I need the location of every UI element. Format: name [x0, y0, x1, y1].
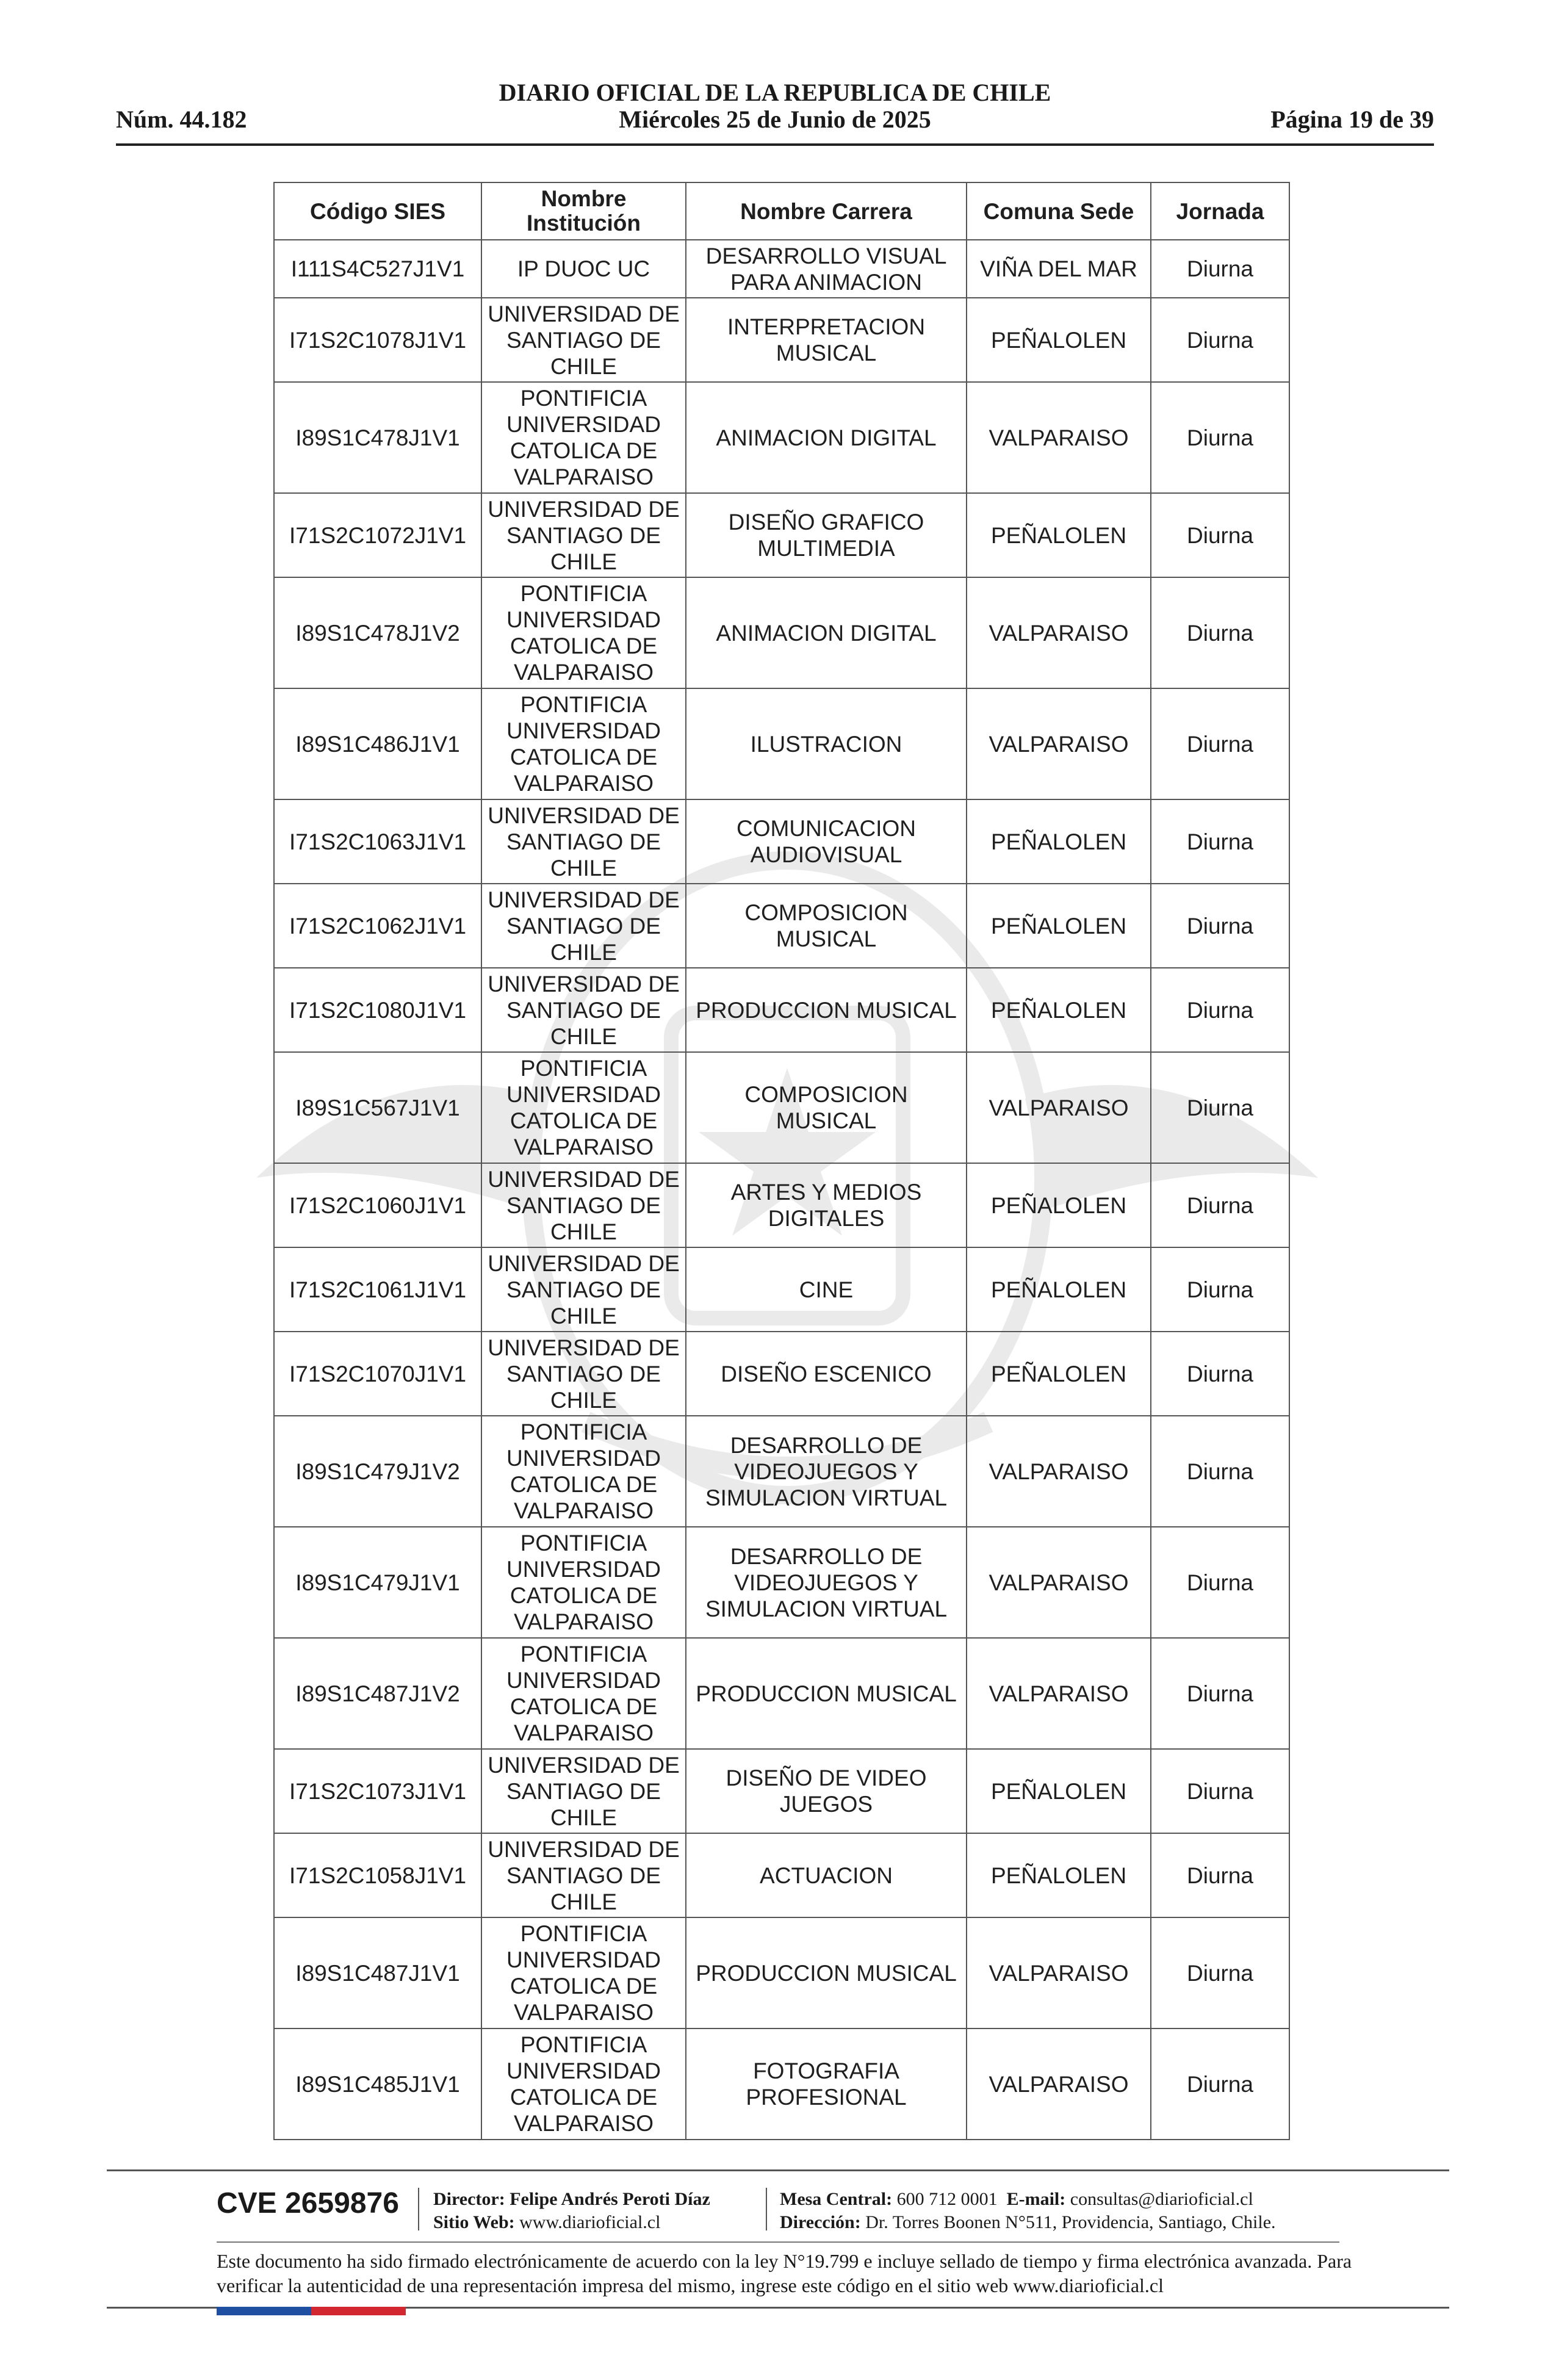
cell-sies-code: I89S1C487J1V1	[274, 1917, 481, 2028]
cell-career: ILUSTRACION	[686, 688, 967, 799]
cell-shift: Diurna	[1151, 1638, 1289, 1749]
cell-sies-code: I89S1C479J1V2	[274, 1416, 481, 1527]
cell-institution: PONTIFICIA UNIVERSIDAD CATOLICA DE VALPARAISO	[481, 382, 686, 493]
cve-code: CVE 2659876	[217, 2187, 399, 2220]
cell-career: FOTOGRAFIA PROFESIONAL	[686, 2028, 967, 2140]
table-row	[274, 1052, 1289, 1163]
cell-sies-code: I71S2C1058J1V1	[274, 1833, 481, 1917]
cell-shift: Diurna	[1151, 1247, 1289, 1332]
cell-sies-code: I71S2C1060J1V1	[274, 1163, 481, 1247]
cell-shift: Diurna	[1151, 799, 1289, 884]
cell-shift: Diurna	[1151, 1833, 1289, 1917]
cell-institution: PONTIFICIA UNIVERSIDAD CATOLICA DE VALPARAISO	[481, 688, 686, 799]
cell-institution: PONTIFICIA UNIVERSIDAD CATOLICA DE VALPARAISO	[481, 2028, 686, 2140]
header-career-name: Nombre Carrera	[686, 182, 967, 240]
cell-sies-code: I89S1C487J1V2	[274, 1638, 481, 1749]
cell-career: COMPOSICION MUSICAL	[686, 884, 967, 968]
page-header	[116, 73, 1434, 146]
table-row	[274, 799, 1289, 884]
cell-commune: VIÑA DEL MAR	[967, 240, 1151, 298]
table-row	[274, 1527, 1289, 1638]
cell-institution: UNIVERSIDAD DE SANTIAGO DE CHILE	[481, 493, 686, 577]
cell-commune: PEÑALOLEN	[967, 1247, 1151, 1332]
cell-shift: Diurna	[1151, 2028, 1289, 2140]
cell-commune: PEÑALOLEN	[967, 493, 1151, 577]
cell-institution: UNIVERSIDAD DE SANTIAGO DE CHILE	[481, 298, 686, 382]
cell-institution: IP DUOC UC	[481, 240, 686, 298]
table-row	[274, 577, 1289, 688]
cell-commune: VALPARAISO	[967, 1416, 1151, 1527]
cell-sies-code: I89S1C479J1V1	[274, 1527, 481, 1638]
phone-number: 600 712 0001	[896, 2189, 998, 2209]
cell-institution: UNIVERSIDAD DE SANTIAGO DE CHILE	[481, 884, 686, 968]
table-row	[274, 240, 1289, 298]
table-row	[274, 2028, 1289, 2140]
cell-commune: PEÑALOLEN	[967, 968, 1151, 1052]
table-row	[274, 1332, 1289, 1416]
table-header-row	[274, 182, 1289, 240]
cell-institution: PONTIFICIA UNIVERSIDAD CATOLICA DE VALPARAISO	[481, 1416, 686, 1527]
cell-commune: PEÑALOLEN	[967, 298, 1151, 382]
page-number: Página 19 de 39	[1270, 106, 1434, 133]
cell-sies-code: I71S2C1062J1V1	[274, 884, 481, 968]
cell-institution: PONTIFICIA UNIVERSIDAD CATOLICA DE VALPARAISO	[481, 1638, 686, 1749]
table-row	[274, 1917, 1289, 2028]
cell-commune: VALPARAISO	[967, 1638, 1151, 1749]
cell-shift: Diurna	[1151, 493, 1289, 577]
cell-career: CINE	[686, 1247, 967, 1332]
cell-career: DESARROLLO VISUAL PARA ANIMACION	[686, 240, 967, 298]
contact-line	[780, 2188, 1276, 2211]
header-shift: Jornada	[1151, 182, 1289, 240]
cell-commune: PEÑALOLEN	[967, 1163, 1151, 1247]
cell-career: ACTUACION	[686, 1833, 967, 1917]
email-label: E-mail:	[1006, 2189, 1066, 2209]
signature-note: Este documento ha sido firmado electrónicamente de acuerdo con la ley N°19.799 e incluye sellado de tiempo y firma electrónica avanzada. Para verificar la autenticidad de una representación impresa del mismo, ingrese este código en el sitio web www.diarioficial.cl	[217, 2250, 1352, 2296]
cell-sies-code: I71S2C1078J1V1	[274, 298, 481, 382]
table-row	[274, 688, 1289, 799]
cell-institution: UNIVERSIDAD DE SANTIAGO DE CHILE	[481, 1332, 686, 1416]
table-row	[274, 1749, 1289, 1833]
email-link[interactable]: consultas@diarioficial.cl	[1070, 2189, 1253, 2209]
cell-commune: VALPARAISO	[967, 1917, 1151, 2028]
website-line	[433, 2211, 710, 2234]
flag-red-bar	[311, 2307, 406, 2315]
cell-commune: VALPARAISO	[967, 382, 1151, 493]
cell-sies-code: I111S4C527J1V1	[274, 240, 481, 298]
footer-contact-block	[780, 2188, 1276, 2234]
address-label: Dirección:	[780, 2212, 861, 2232]
cell-sies-code: I89S1C478J1V1	[274, 382, 481, 493]
cell-shift: Diurna	[1151, 382, 1289, 493]
cell-sies-code: I89S1C486J1V1	[274, 688, 481, 799]
director-line	[433, 2188, 710, 2211]
cell-shift: Diurna	[1151, 298, 1289, 382]
cell-shift: Diurna	[1151, 1416, 1289, 1527]
cell-commune: VALPARAISO	[967, 2028, 1151, 2140]
table-row	[274, 298, 1289, 382]
cell-commune: PEÑALOLEN	[967, 1749, 1151, 1833]
cell-institution: UNIVERSIDAD DE SANTIAGO DE CHILE	[481, 1833, 686, 1917]
table-row	[274, 1416, 1289, 1527]
cell-sies-code: I89S1C567J1V1	[274, 1052, 481, 1163]
table-row	[274, 1163, 1289, 1247]
cell-sies-code: I71S2C1070J1V1	[274, 1332, 481, 1416]
phone-label: Mesa Central:	[780, 2189, 893, 2209]
cell-sies-code: I71S2C1080J1V1	[274, 968, 481, 1052]
cell-shift: Diurna	[1151, 884, 1289, 968]
cell-sies-code: I89S1C478J1V2	[274, 577, 481, 688]
cell-institution: UNIVERSIDAD DE SANTIAGO DE CHILE	[481, 1163, 686, 1247]
footer-top-divider	[107, 2169, 1449, 2171]
cell-institution: UNIVERSIDAD DE SANTIAGO DE CHILE	[481, 1749, 686, 1833]
footer-divider	[766, 2188, 767, 2230]
cell-career: DISEÑO GRAFICO MULTIMEDIA	[686, 493, 967, 577]
cell-shift: Diurna	[1151, 1052, 1289, 1163]
flag-color-strip	[217, 2307, 406, 2315]
header-campus-commune: Comuna Sede	[967, 182, 1151, 240]
table-row	[274, 884, 1289, 968]
website-label: Sitio Web:	[433, 2212, 515, 2232]
cell-institution: UNIVERSIDAD DE SANTIAGO DE CHILE	[481, 968, 686, 1052]
cell-career: DISEÑO DE VIDEO JUEGOS	[686, 1749, 967, 1833]
website-link[interactable]: www.diarioficial.cl	[519, 2212, 661, 2232]
address-value: Dr. Torres Boonen N°511, Providencia, Santiago, Chile.	[865, 2212, 1276, 2232]
cell-shift: Diurna	[1151, 968, 1289, 1052]
table-row	[274, 493, 1289, 577]
cell-career: ANIMACION DIGITAL	[686, 382, 967, 493]
header-institution-name: Nombre Institución	[481, 182, 686, 240]
cell-commune: VALPARAISO	[967, 1052, 1151, 1163]
footer-director-block	[433, 2188, 710, 2234]
newspaper-title: DIARIO OFICIAL DE LA REPUBLICA DE CHILE	[499, 79, 1051, 106]
cell-sies-code: I71S2C1061J1V1	[274, 1247, 481, 1332]
cell-commune: VALPARAISO	[967, 577, 1151, 688]
footer-mid-divider	[217, 2241, 1339, 2243]
cell-sies-code: I89S1C485J1V1	[274, 2028, 481, 2140]
table-row	[274, 1833, 1289, 1917]
cell-career: INTERPRETACION MUSICAL	[686, 298, 967, 382]
cell-shift: Diurna	[1151, 577, 1289, 688]
cell-institution: PONTIFICIA UNIVERSIDAD CATOLICA DE VALPARAISO	[481, 1052, 686, 1163]
table-row	[274, 382, 1289, 493]
cell-institution: UNIVERSIDAD DE SANTIAGO DE CHILE	[481, 1247, 686, 1332]
table-row	[274, 968, 1289, 1052]
cell-shift: Diurna	[1151, 1917, 1289, 2028]
flag-blue-bar	[217, 2307, 311, 2315]
cell-shift: Diurna	[1151, 240, 1289, 298]
cell-commune: PEÑALOLEN	[967, 1332, 1151, 1416]
director-label: Director:	[433, 2189, 505, 2209]
cell-sies-code: I71S2C1072J1V1	[274, 493, 481, 577]
cell-sies-code: I71S2C1073J1V1	[274, 1749, 481, 1833]
cell-commune: PEÑALOLEN	[967, 799, 1151, 884]
table-row	[274, 1638, 1289, 1749]
issue-date: Miércoles 25 de Junio de 2025	[619, 106, 931, 133]
cell-commune: VALPARAISO	[967, 1527, 1151, 1638]
cell-career: DISEÑO ESCENICO	[686, 1332, 967, 1416]
cell-institution: PONTIFICIA UNIVERSIDAD CATOLICA DE VALPARAISO	[481, 1527, 686, 1638]
sies-careers-table	[273, 182, 1290, 2140]
cell-career: ARTES Y MEDIOS DIGITALES	[686, 1163, 967, 1247]
issue-number: Núm. 44.182	[116, 106, 247, 133]
cell-sies-code: I71S2C1063J1V1	[274, 799, 481, 884]
table-row	[274, 1247, 1289, 1332]
cell-career: PRODUCCION MUSICAL	[686, 1638, 967, 1749]
cell-institution: UNIVERSIDAD DE SANTIAGO DE CHILE	[481, 799, 686, 884]
cell-career: PRODUCCION MUSICAL	[686, 968, 967, 1052]
cell-shift: Diurna	[1151, 1163, 1289, 1247]
cell-career: DESARROLLO DE VIDEOJUEGOS Y SIMULACION VIRTUAL	[686, 1416, 967, 1527]
cell-shift: Diurna	[1151, 1527, 1289, 1638]
cell-career: COMUNICACION AUDIOVISUAL	[686, 799, 967, 884]
cell-shift: Diurna	[1151, 1332, 1289, 1416]
header-sies-code: Código SIES	[274, 182, 481, 240]
address-line	[780, 2211, 1276, 2234]
cell-commune: VALPARAISO	[967, 688, 1151, 799]
page-footer	[107, 2169, 1449, 2316]
cell-commune: PEÑALOLEN	[967, 884, 1151, 968]
cell-commune: PEÑALOLEN	[967, 1833, 1151, 1917]
cell-institution: PONTIFICIA UNIVERSIDAD CATOLICA DE VALPARAISO	[481, 577, 686, 688]
cell-career: PRODUCCION MUSICAL	[686, 1917, 967, 2028]
cell-shift: Diurna	[1151, 688, 1289, 799]
footer-divider	[418, 2188, 419, 2230]
cell-career: ANIMACION DIGITAL	[686, 577, 967, 688]
cell-shift: Diurna	[1151, 1749, 1289, 1833]
director-name: Felipe Andrés Peroti Díaz	[510, 2189, 710, 2209]
cell-career: DESARROLLO DE VIDEOJUEGOS Y SIMULACION VIRTUAL	[686, 1527, 967, 1638]
cell-career: COMPOSICION MUSICAL	[686, 1052, 967, 1163]
cell-institution: PONTIFICIA UNIVERSIDAD CATOLICA DE VALPARAISO	[481, 1917, 686, 2028]
